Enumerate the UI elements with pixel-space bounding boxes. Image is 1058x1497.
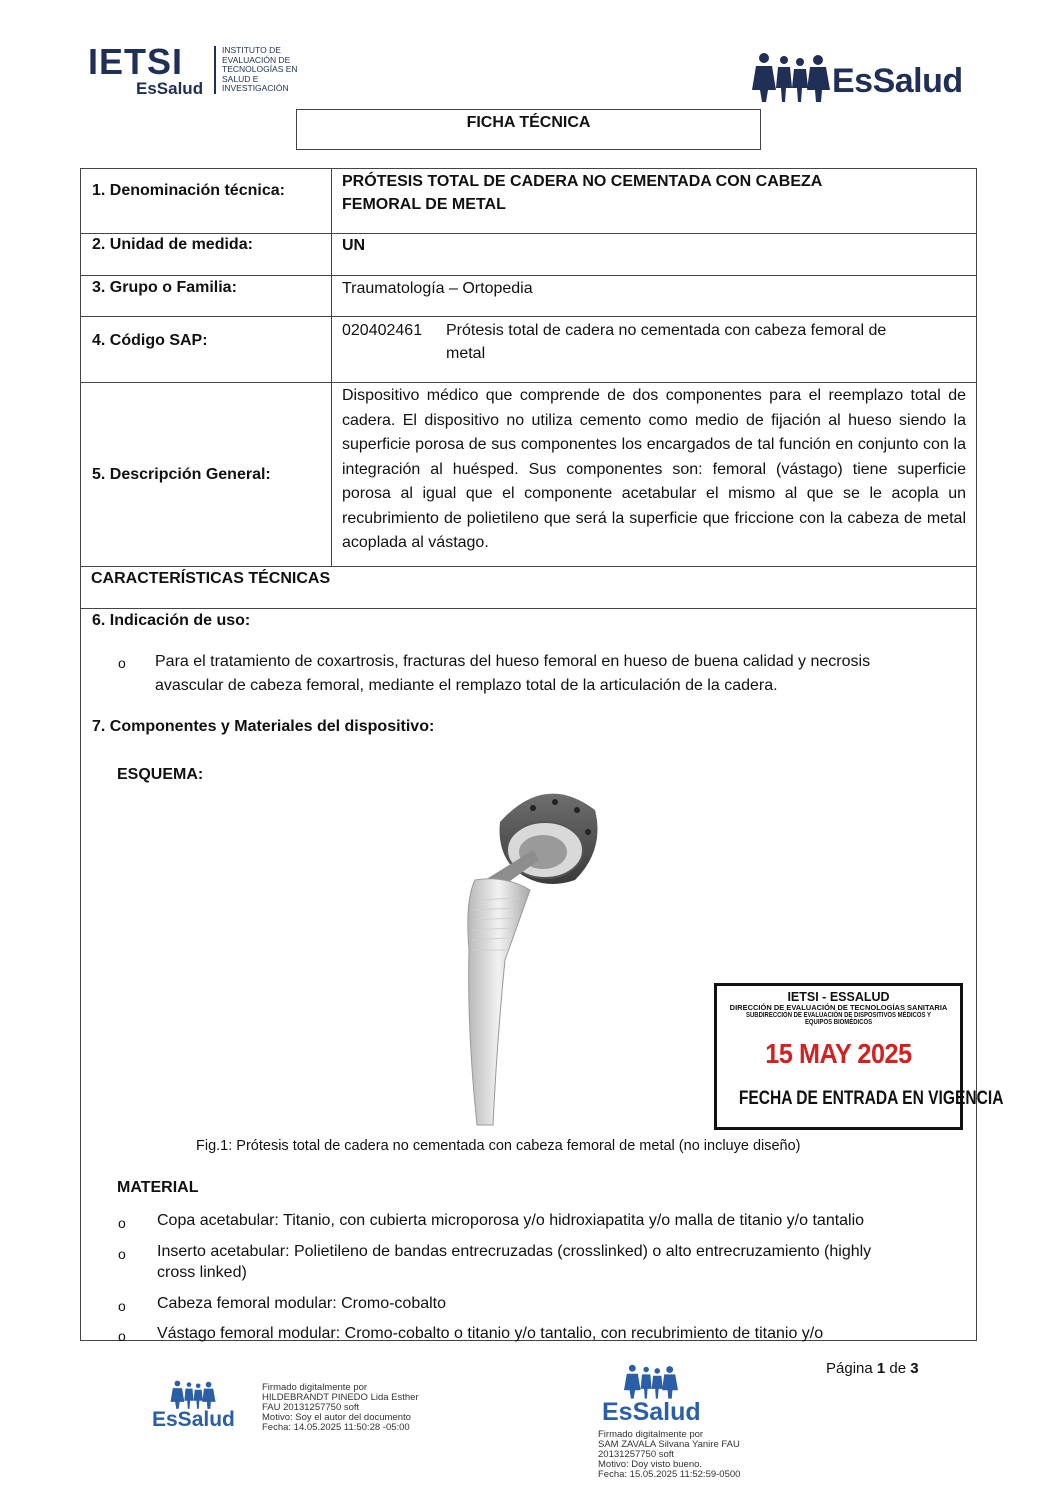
figure-caption: Fig.1: Prótesis total de cadera no cementada con cabeza femoral de metal (no incluye diseño) <box>196 1138 801 1154</box>
value-grupo: Traumatología – Ortopedia <box>342 280 533 297</box>
bullet-marker: o <box>118 1246 126 1262</box>
page-number: Página 1 de 3 <box>826 1360 919 1377</box>
signature-block-1: Firmado digitalmente por HILDEBRANDT PINEDO Lida Esther FAU 20131257750 soft Motivo: Soy el autor del documento Fecha: 14.05.2025 11:50:28 -05:00 <box>262 1382 419 1433</box>
footer-essalud-logo-1 <box>152 1380 242 1440</box>
ietsi-institute-name: INSTITUTO DE EVALUACIÓN DE TECNOLOGÍAS EN SALUD E INVESTIGACIÓN <box>214 46 312 94</box>
bullet-marker: o <box>118 655 126 671</box>
section-6-text-line2: avascular de cabeza femoral, mediante el remplazo total de la articulación de la cadera. <box>155 677 778 694</box>
value-sap-desc-line1: Prótesis total de cadera no cementada con cabeza femoral de <box>446 322 887 339</box>
value-sap-code: 020402461 <box>342 322 423 339</box>
value-sap-desc-line2: metal <box>446 345 486 362</box>
esquema-heading: ESQUEMA: <box>117 766 204 783</box>
family-figures-icon <box>624 1364 678 1400</box>
footer-essalud-logo-2 <box>600 1364 710 1430</box>
value-denominacion-line1: PRÓTESIS TOTAL DE CADERA NO CEMENTADA CON CABEZA <box>342 173 823 190</box>
row-divider <box>80 275 977 276</box>
row-divider <box>80 233 977 234</box>
label-grupo: 3. Grupo o Familia: <box>92 279 237 296</box>
material-heading: MATERIAL <box>117 1179 199 1196</box>
value-unidad: UN <box>342 237 366 254</box>
material-item-cont: cross linked) <box>157 1264 247 1281</box>
stamp-subdirection: SUBDIRECCIÓN DE EVALUACIÓN DE DISPOSITIVOS MÉDICOS Y EQUIPOS BIOMÉDICOS <box>746 1012 931 1026</box>
signature-block-2: Firmado digitalmente por SAM ZAVALA Silvana Yanire FAU 20131257750 soft Motivo: Doy visto bueno. Fecha: 15.05.2025 11:52:59-0500 <box>598 1429 741 1480</box>
section-6-title: 6. Indicación de uso: <box>92 612 251 629</box>
stamp-direction: DIRECCIÓN DE EVALUACIÓN DE TECNOLOGÍAS SANITARIA <box>729 1003 948 1012</box>
material-item: Inserto acetabular: Polietileno de bandas entrecruzadas (crosslinked) o alto entrecruzamiento (highly <box>157 1243 872 1260</box>
family-figures-icon <box>752 52 830 104</box>
section-6-text-line1: Para el tratamiento de coxartrosis, fracturas del hueso femoral en hueso de buena calidad y necrosis <box>155 653 871 670</box>
value-denominacion-line2: FEMORAL DE METAL <box>342 196 506 213</box>
material-item: Copa acetabular: Titanio, con cubierta microporosa y/o hidroxiapatita y/o malla de titanio y/o tantalio <box>157 1212 865 1229</box>
row-divider <box>80 316 977 317</box>
ietsi-essalud-sub: EsSalud <box>136 79 204 98</box>
value-descripcion: Dispositivo médico que comprende de dos componentes para el reemplazo total de cadera. El dispositivo no utiliza cemento como medio de fijación al hueso siendo la superficie porosa de sus componentes los encargados de tal función en conjunto con la integración al huésped. Sus componentes son: femoral (vástago) tiene superficie porosa al igual que el componente acetabular el mismo al que se le acopla un recubrimiento de polietileno que será la superficie que friccione con la cabeza de metal acoplada al vástago. <box>342 387 966 551</box>
tech-sheet-table <box>80 168 1004 1341</box>
validity-stamp <box>714 983 1004 1130</box>
stamp-footer: FECHA DE ENTRADA EN VIGENCIA <box>738 1088 1004 1109</box>
bullet-marker: o <box>118 1298 126 1314</box>
section-7-title: 7. Componentes y Materiales del dispositivo: <box>92 718 435 735</box>
label-unidad: 2. Unidad de medida: <box>92 236 253 253</box>
footer-brand: EsSalud <box>152 1408 235 1431</box>
bullet-marker: o <box>118 1215 126 1231</box>
label-codigo-sap: 4. Código SAP: <box>92 332 208 349</box>
material-item: Cabeza femoral modular: Cromo-cobalto <box>157 1295 447 1312</box>
family-figures-icon <box>170 1380 216 1410</box>
row-divider <box>80 382 977 383</box>
footer-brand: EsSalud <box>602 1398 701 1426</box>
column-divider <box>331 168 332 566</box>
essalud-wordmark: EsSalud <box>832 62 963 100</box>
ietsi-wordmark: IETSI <box>88 41 184 82</box>
row-divider <box>80 566 977 567</box>
document-title: FICHA TÉCNICA <box>296 109 761 150</box>
label-descripcion: 5. Descripción General: <box>92 466 271 483</box>
bullet-marker: o <box>118 1328 126 1344</box>
hip-prosthesis-image <box>455 780 635 1135</box>
essalud-logo <box>752 52 982 108</box>
material-item: Vástago femoral modular: Cromo-cobalto o titanio y/o tantalio, con recubrimiento de titanio y/o <box>157 1325 824 1342</box>
section-heading-caracteristicas: CARACTERÍSTICAS TÉCNICAS <box>91 570 331 587</box>
label-denominacion: 1. Denominación técnica: <box>92 182 285 199</box>
row-divider <box>80 608 977 609</box>
stamp-date: 15 MAY 2025 <box>765 1038 912 1069</box>
stamp-org: IETSI - ESSALUD <box>787 990 890 1004</box>
